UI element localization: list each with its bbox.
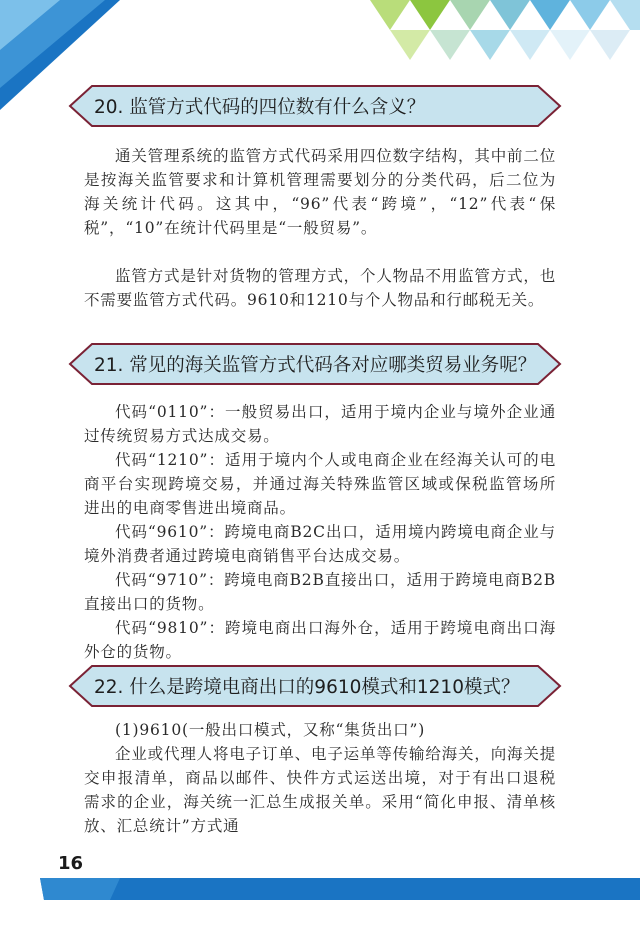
- question-banner-20: [68, 84, 562, 128]
- paragraph: 代码“9610”：跨境电商B2C出口，适用境内跨境电商企业与境外消费者通过跨境电商销售平台达成交易。: [84, 523, 556, 565]
- paragraph: 代码“9710”：跨境电商B2B直接出口，适用于跨境电商B2B直接出口的货物。: [84, 571, 556, 613]
- corner-decoration-top-right: [340, 0, 640, 60]
- paragraph: 代码“0110”：一般贸易出口，适用于境内企业与境外企业通过传统贸易方式达成交易。: [84, 403, 556, 445]
- paragraph: 代码“1210”：适用于境内个人或电商企业在经海关认可的电商平台实现跨境交易，并通过海关特殊监管区域或保税监管场所进出的电商零售进出境商品。: [84, 451, 556, 517]
- paragraph: 监管方式是针对货物的管理方式，个人物品不用监管方式，也不需要监管方式代码。9610和1210与个人物品和行邮税无关。: [84, 267, 556, 309]
- question-title: 21. 常见的海关监管方式代码各对应哪类贸易业务呢？: [94, 355, 537, 376]
- question-title: 22. 什么是跨境电商出口的9610模式和1210模式？: [94, 677, 520, 698]
- question-title: 20. 监管方式代码的四位数有什么含义？: [94, 97, 426, 118]
- paragraph: 通关管理系统的监管方式代码采用四位数字结构，其中前二位是按海关监管要求和计算机管理需要划分的分类代码，后二位为海关统计代码。这其中，“96”代表“跨境”，“12”代表“保税”，“10”在统计代码里是“一般贸易”。: [84, 147, 556, 237]
- question-banner-22: [68, 664, 562, 708]
- page-number: 16: [58, 853, 84, 874]
- paragraph: 企业或代理人将电子订单、电子运单等传输给海关，向海关提交申报清单，商品以邮件、快件方式运送出境，对于有出口退税需求的企业，海关统一汇总生成报关单。采用“简化申报、清单核放、汇总统计”方式通: [84, 745, 556, 835]
- footer-bar: [0, 868, 640, 908]
- paragraph: (1)9610(一般出口模式，又称“集货出口”): [115, 721, 426, 739]
- paragraph: 代码“9810”：跨境电商出口海外仓，适用于跨境电商出口海外仓的货物。: [84, 619, 556, 661]
- question-banner-21: [68, 342, 562, 386]
